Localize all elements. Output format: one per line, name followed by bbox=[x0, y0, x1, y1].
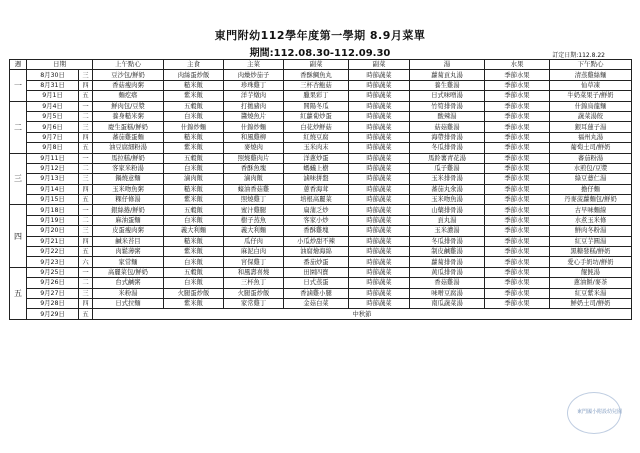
week-label: 四 bbox=[10, 205, 27, 267]
column-header-fruit: 水果 bbox=[485, 60, 550, 70]
weekday-cell: 一 bbox=[79, 101, 93, 111]
main-dish-cell: 樹子蒸魚 bbox=[224, 215, 284, 225]
fruit-cell: 季節水果 bbox=[485, 91, 550, 101]
fruit-cell: 季節水果 bbox=[485, 174, 550, 184]
side-dish-1-cell: 臘果彩丁 bbox=[284, 91, 349, 101]
date-cell: 9月14日 bbox=[27, 184, 79, 194]
afternoon-snack-cell: 古早味麵線 bbox=[550, 205, 632, 215]
afternoon-snack-cell: 丹麥菠蘿麵包/鮮奶 bbox=[550, 195, 632, 205]
fruit-cell: 季節水果 bbox=[485, 215, 550, 225]
morning-snack-cell: 豆沙包/鮮奶 bbox=[93, 70, 164, 80]
staple-cell: 白米飯 bbox=[164, 215, 224, 225]
side-dish-2-cell: 時節蔬菜 bbox=[349, 184, 410, 194]
weekday-cell: 二 bbox=[79, 215, 93, 225]
main-dish-cell: 什錦炒麵 bbox=[224, 122, 284, 132]
side-dish-1-cell: 螞蟻上樹 bbox=[284, 163, 349, 173]
date-cell: 9月25日 bbox=[27, 267, 79, 277]
menu-body bbox=[10, 70, 632, 319]
date-cell: 8月31日 bbox=[27, 80, 79, 90]
weekday-cell: 四 bbox=[79, 184, 93, 194]
fruit-cell: 季節水果 bbox=[485, 101, 550, 111]
side-dish-1-cell: 玉米肉末 bbox=[284, 143, 349, 153]
soup-cell: 竹筍排骨湯 bbox=[410, 101, 485, 111]
week-label: 三 bbox=[10, 153, 27, 205]
afternoon-snack-cell: 鮮奶土司/鮮奶 bbox=[550, 298, 632, 308]
header-row bbox=[10, 60, 632, 70]
date-cell: 9月27日 bbox=[27, 288, 79, 298]
menu-row bbox=[10, 132, 632, 142]
main-dish-cell: 照燒雞肉片 bbox=[224, 153, 284, 163]
date-cell: 9月1日 bbox=[27, 91, 79, 101]
side-dish-2-cell: 時節蔬菜 bbox=[349, 153, 410, 163]
soup-cell: 蘿蔔排骨湯 bbox=[410, 257, 485, 267]
weekday-cell: 四 bbox=[79, 236, 93, 246]
main-dish-cell: 麥燒肉 bbox=[224, 143, 284, 153]
date-cell: 9月7日 bbox=[27, 132, 79, 142]
morning-snack-cell: 養身糙米粥 bbox=[93, 111, 164, 121]
side-dish-1-cell: 紅燒豆腐 bbox=[284, 132, 349, 142]
staple-cell: 白米飯 bbox=[164, 257, 224, 267]
main-dish-cell: 麻泥白肉 bbox=[224, 247, 284, 257]
side-dish-1-cell: 日式蒸蛋 bbox=[284, 278, 349, 288]
morning-snack-cell: 銀絲捲/鮮奶 bbox=[93, 205, 164, 215]
side-dish-2-cell: 時節蔬菜 bbox=[349, 122, 410, 132]
side-dish-1-cell: 油腐燴海綿 bbox=[284, 247, 349, 257]
weekday-cell: 三 bbox=[79, 226, 93, 236]
afternoon-snack-cell: 牛奶菜果子/鮮奶 bbox=[550, 91, 632, 101]
weekday-cell: 四 bbox=[79, 132, 93, 142]
menu-row bbox=[10, 184, 632, 194]
fruit-cell: 季節水果 bbox=[485, 70, 550, 80]
menu-row bbox=[10, 91, 632, 101]
fruit-cell: 季節水果 bbox=[485, 226, 550, 236]
staple-cell: 白米飯 bbox=[164, 163, 224, 173]
morning-snack-cell: 台式鹹粥 bbox=[93, 278, 164, 288]
main-dish-cell: 火腿蛋炒飯 bbox=[224, 288, 284, 298]
main-dish-cell: 瓜仔肉 bbox=[224, 236, 284, 246]
staple-cell: 紫米飯 bbox=[164, 247, 224, 257]
side-dish-1-cell: 開陽冬瓜 bbox=[284, 101, 349, 111]
weekday-cell: 二 bbox=[79, 163, 93, 173]
side-dish-2-cell: 時節蔬菜 bbox=[349, 288, 410, 298]
staple-cell: 五穀飯 bbox=[164, 267, 224, 277]
weekday-cell: 二 bbox=[79, 111, 93, 121]
main-dish-cell: 洋芋燉肉 bbox=[224, 91, 284, 101]
staple-cell: 五穀飯 bbox=[164, 101, 224, 111]
fruit-cell: 季節水果 bbox=[485, 132, 550, 142]
weekday-cell: 一 bbox=[79, 267, 93, 277]
morning-snack-cell: 麻油蛋麵 bbox=[93, 215, 164, 225]
side-dish-1-cell: 香滷雞小腿 bbox=[284, 288, 349, 298]
side-dish-2-cell: 時節蔬菜 bbox=[349, 80, 410, 90]
side-dish-1-cell: 白花炒鮮菇 bbox=[284, 122, 349, 132]
side-dish-2-cell: 時節蔬菜 bbox=[349, 195, 410, 205]
side-dish-1-cell: 培根高麗菜 bbox=[284, 195, 349, 205]
main-dish-cell: 珍珠雞丁 bbox=[224, 80, 284, 90]
side-dish-2-cell: 時節蔬菜 bbox=[349, 215, 410, 225]
main-dish-cell: 和風雞柳 bbox=[224, 132, 284, 142]
morning-snack-cell: 鹹米苔目 bbox=[93, 236, 164, 246]
afternoon-snack-cell: 蔬菜湯餃 bbox=[550, 111, 632, 121]
soup-cell: 海帶排骨湯 bbox=[410, 132, 485, 142]
menu-row bbox=[10, 257, 632, 267]
afternoon-snack-cell: 蕃茄粉湯 bbox=[550, 153, 632, 163]
date-cell: 9月26日 bbox=[27, 278, 79, 288]
side-dish-2-cell: 時節蔬菜 bbox=[349, 111, 410, 121]
afternoon-snack-cell: 愛心手奶坊/鮮奶 bbox=[550, 257, 632, 267]
morning-snack-cell: 家常麵 bbox=[93, 257, 164, 267]
menu-row bbox=[10, 111, 632, 121]
date-cell: 9月20日 bbox=[27, 226, 79, 236]
staple-cell: 五穀飯 bbox=[164, 153, 224, 163]
staple-cell: 肉絲蛋炒飯 bbox=[164, 70, 224, 80]
side-dish-2-cell: 時節蔬菜 bbox=[349, 101, 410, 111]
staple-cell: 紫米飯 bbox=[164, 91, 224, 101]
afternoon-snack-cell: 水煮玉米條 bbox=[550, 215, 632, 225]
fruit-cell: 季節水果 bbox=[485, 298, 550, 308]
fruit-cell: 季節水果 bbox=[485, 195, 550, 205]
weekday-cell: 五 bbox=[79, 247, 93, 257]
side-dish-2-cell: 時節蔬菜 bbox=[349, 163, 410, 173]
fruit-cell: 季節水果 bbox=[485, 153, 550, 163]
date-cell: 9月4日 bbox=[27, 101, 79, 111]
main-dish-cell: 蜜汁雞腿 bbox=[224, 205, 284, 215]
soup-cell: 瓜子雞湯 bbox=[410, 163, 485, 173]
staple-cell: 白米飯 bbox=[164, 111, 224, 121]
side-dish-1-cell: 金菇白菜 bbox=[284, 298, 349, 308]
main-dish-cell: 蠔油香菇雞 bbox=[224, 184, 284, 194]
main-dish-cell: 肉燥炒茄子 bbox=[224, 70, 284, 80]
revision-date: 訂定日期:112.8.22 bbox=[552, 52, 605, 59]
fruit-cell: 季節水果 bbox=[485, 236, 550, 246]
weekday-cell: 五 bbox=[79, 195, 93, 205]
morning-snack-cell: 粿仔條湯 bbox=[93, 195, 164, 205]
soup-cell: 菇菇雞湯 bbox=[410, 122, 485, 132]
menu-row bbox=[10, 101, 632, 111]
column-header-afternoon-snack: 下午點心 bbox=[550, 60, 632, 70]
soup-cell: 玉米吻魚湯 bbox=[410, 195, 485, 205]
column-header-soup: 湯 bbox=[410, 60, 485, 70]
date-cell: 9月18日 bbox=[27, 205, 79, 215]
fruit-cell: 季節水果 bbox=[485, 184, 550, 194]
fruit-cell: 季節水果 bbox=[485, 288, 550, 298]
date-cell: 9月13日 bbox=[27, 174, 79, 184]
staple-cell: 糙米飯 bbox=[164, 184, 224, 194]
afternoon-snack-cell: 什錦烏龍麵 bbox=[550, 101, 632, 111]
staple-cell: 白米飯 bbox=[164, 278, 224, 288]
staple-cell: 紫米飯 bbox=[164, 298, 224, 308]
morning-snack-cell: 油豆腐細粉湯 bbox=[93, 143, 164, 153]
staple-cell: 糙米飯 bbox=[164, 132, 224, 142]
date-cell: 9月5日 bbox=[27, 111, 79, 121]
weekday-cell: 三 bbox=[79, 122, 93, 132]
main-dish-cell: 義大利麵 bbox=[224, 226, 284, 236]
date-cell: 8月30日 bbox=[27, 70, 79, 80]
menu-row bbox=[10, 163, 632, 173]
column-header-date: 日期 bbox=[27, 60, 93, 70]
menu-row bbox=[10, 215, 632, 225]
morning-snack-cell: 米粉湯 bbox=[93, 288, 164, 298]
date-cell: 9月8日 bbox=[27, 143, 79, 153]
page-title: 東門附幼112學年度第一學期 8.9月菜單 bbox=[214, 29, 426, 42]
main-dish-cell: 宮保雞丁 bbox=[224, 257, 284, 267]
side-dish-1-cell: 小瓜炒甜不辣 bbox=[284, 236, 349, 246]
menu-row bbox=[10, 247, 632, 257]
column-header-side-dish-2: 副菜 bbox=[349, 60, 410, 70]
morning-snack-cell: 客家米粉湯 bbox=[93, 163, 164, 173]
weekday-cell: 四 bbox=[79, 80, 93, 90]
fruit-cell: 季節水果 bbox=[485, 122, 550, 132]
weekday-cell: 三 bbox=[79, 288, 93, 298]
column-header-morning-snack: 上午點心 bbox=[93, 60, 164, 70]
morning-snack-cell: 肉鬆薄粥 bbox=[93, 247, 164, 257]
main-dish-cell: 和風壽喜燒 bbox=[224, 267, 284, 277]
menu-row bbox=[10, 143, 632, 153]
soup-cell: 香菇雞湯 bbox=[410, 278, 485, 288]
date-cell: 9月23日 bbox=[27, 257, 79, 267]
afternoon-snack-cell: 紅豆紫米湯 bbox=[550, 288, 632, 298]
menu-row bbox=[10, 278, 632, 288]
side-dish-1-cell: 紅蘿蔔炒蛋 bbox=[284, 111, 349, 121]
side-dish-1-cell: 三杯杏鮑菇 bbox=[284, 80, 349, 90]
morning-snack-cell: 麵疙瘩 bbox=[93, 91, 164, 101]
menu-row bbox=[10, 70, 632, 80]
morning-snack-cell: 鍋燒意麵 bbox=[93, 174, 164, 184]
staple-cell: 糙米飯 bbox=[164, 80, 224, 90]
soup-cell: 日式味噌湯 bbox=[410, 91, 485, 101]
soup-cell: 玉米濃湯 bbox=[410, 226, 485, 236]
menu-row bbox=[10, 226, 632, 236]
menu-table bbox=[9, 59, 632, 320]
soup-cell: 蕃茄丸氽湯 bbox=[410, 184, 485, 194]
afternoon-snack-cell: 餛飩湯 bbox=[550, 267, 632, 277]
fruit-cell: 季節水果 bbox=[485, 257, 550, 267]
weekday-cell: 四 bbox=[79, 298, 93, 308]
main-dish-cell: 打拋豬肉 bbox=[224, 101, 284, 111]
afternoon-snack-cell: 鮮肉冬粉湯 bbox=[550, 226, 632, 236]
main-dish-cell: 照燒雞丁 bbox=[224, 195, 284, 205]
holiday-cell: 中秋節 bbox=[93, 309, 632, 319]
main-dish-cell: 醬燒魚片 bbox=[224, 111, 284, 121]
morning-snack-cell: 馬拉糕/鮮奶 bbox=[93, 153, 164, 163]
date-cell: 9月29日 bbox=[27, 309, 79, 319]
date-cell: 9月21日 bbox=[27, 236, 79, 246]
staple-cell: 紫米飯 bbox=[164, 143, 224, 153]
soup-cell: 南瓜蔬菜湯 bbox=[410, 298, 485, 308]
menu-period: 期間:112.08.30-112.09.30 bbox=[249, 48, 391, 59]
date-cell: 9月28日 bbox=[27, 298, 79, 308]
fruit-cell: 季節水果 bbox=[485, 80, 550, 90]
side-dish-2-cell: 時節蔬菜 bbox=[349, 70, 410, 80]
side-dish-1-cell: 田園四寶 bbox=[284, 267, 349, 277]
afternoon-snack-cell: 蔥油餅/麥茶 bbox=[550, 278, 632, 288]
menu-row bbox=[10, 122, 632, 132]
side-dish-1-cell: 蔥香海茸 bbox=[284, 184, 349, 194]
soup-cell: 玉米排骨湯 bbox=[410, 174, 485, 184]
soup-cell: 味噌豆腐湯 bbox=[410, 288, 485, 298]
main-dish-cell: 家常雞丁 bbox=[224, 298, 284, 308]
fruit-cell: 季節水果 bbox=[485, 111, 550, 121]
week-label: 五 bbox=[10, 267, 27, 319]
afternoon-snack-cell: 福州丸湯 bbox=[550, 132, 632, 142]
weekday-cell: 五 bbox=[79, 91, 93, 101]
fruit-cell: 季節水果 bbox=[485, 163, 550, 173]
soup-cell: 蘿蔔貢丸湯 bbox=[410, 70, 485, 80]
weekday-cell: 一 bbox=[79, 153, 93, 163]
morning-snack-cell: 慶生蛋糕/鮮奶 bbox=[93, 122, 164, 132]
morning-snack-cell: 日式拉麵 bbox=[93, 298, 164, 308]
weekday-cell: 五 bbox=[79, 143, 93, 153]
side-dish-2-cell: 時節蔬菜 bbox=[349, 174, 410, 184]
menu-row bbox=[10, 80, 632, 90]
date-cell: 9月6日 bbox=[27, 122, 79, 132]
side-dish-2-cell: 時節蔬菜 bbox=[349, 91, 410, 101]
staple-cell: 什錦炒麵 bbox=[164, 122, 224, 132]
afternoon-snack-cell: 銀耳蓮子湯 bbox=[550, 122, 632, 132]
soup-cell: 山藥排骨湯 bbox=[410, 205, 485, 215]
afternoon-snack-cell: 仙草凍 bbox=[550, 80, 632, 90]
week-label: 一 bbox=[10, 70, 27, 101]
main-dish-cell: 滷肉飯 bbox=[224, 174, 284, 184]
column-header-staple: 主食 bbox=[164, 60, 224, 70]
menu-row bbox=[10, 288, 632, 298]
weekday-cell: 一 bbox=[79, 205, 93, 215]
menu-row bbox=[10, 153, 632, 163]
date-cell: 9月11日 bbox=[27, 153, 79, 163]
afternoon-snack-cell: 紅豆芋圓湯 bbox=[550, 236, 632, 246]
soup-cell: 冬瓜排骨湯 bbox=[410, 236, 485, 246]
fruit-cell: 季節水果 bbox=[485, 247, 550, 257]
seal-text: 東門國小附設幼兒園 bbox=[577, 409, 623, 415]
side-dish-1-cell: 番茄炒蛋 bbox=[284, 257, 349, 267]
fruit-cell: 季節水果 bbox=[485, 267, 550, 277]
soup-cell: 馬鈴薯青花湯 bbox=[410, 153, 485, 163]
weekday-cell: 三 bbox=[79, 174, 93, 184]
side-dish-1-cell: 客家小炒 bbox=[284, 215, 349, 225]
afternoon-snack-cell: 水煎包/豆漿 bbox=[550, 163, 632, 173]
staple-cell: 紫米飯 bbox=[164, 195, 224, 205]
afternoon-snack-cell: 綠豆薏仁湯 bbox=[550, 174, 632, 184]
side-dish-2-cell: 時節蔬菜 bbox=[349, 205, 410, 215]
side-dish-2-cell: 時節蔬菜 bbox=[349, 143, 410, 153]
side-dish-1-cell: 扁蒲乏炒 bbox=[284, 205, 349, 215]
date-cell: 9月22日 bbox=[27, 247, 79, 257]
morning-snack-cell: 高麗菜包/鮮奶 bbox=[93, 267, 164, 277]
soup-cell: 制皮鹹雞湯 bbox=[410, 247, 485, 257]
side-dish-1-cell: 香酥鯛魚丸 bbox=[284, 70, 349, 80]
afternoon-snack-cell: 黑糖發糕/鮮奶 bbox=[550, 247, 632, 257]
staple-cell: 糙米飯 bbox=[164, 236, 224, 246]
soup-cell: 冬瓜排骨湯 bbox=[410, 143, 485, 153]
side-dish-2-cell: 時節蔬菜 bbox=[349, 257, 410, 267]
side-dish-2-cell: 時節蔬菜 bbox=[349, 226, 410, 236]
fruit-cell: 季節水果 bbox=[485, 143, 550, 153]
staple-cell: 五穀飯 bbox=[164, 205, 224, 215]
side-dish-2-cell: 時節蔬菜 bbox=[349, 236, 410, 246]
date-cell: 9月15日 bbox=[27, 195, 79, 205]
soup-cell: 貢丸湯 bbox=[410, 215, 485, 225]
staple-cell: 義大利麵 bbox=[164, 226, 224, 236]
fruit-cell: 季節水果 bbox=[485, 205, 550, 215]
weekday-cell: 三 bbox=[79, 70, 93, 80]
afternoon-snack-cell: 葡萄土司/鮮奶 bbox=[550, 143, 632, 153]
morning-snack-cell: 玉米吻魚粥 bbox=[93, 184, 164, 194]
menu-row bbox=[10, 195, 632, 205]
side-dish-1-cell: 滷味拼盤 bbox=[284, 174, 349, 184]
soup-cell: 黃瓜排骨湯 bbox=[410, 267, 485, 277]
menu-row bbox=[10, 267, 632, 277]
staple-cell: 火腿蛋炒飯 bbox=[164, 288, 224, 298]
side-dish-1-cell: 洋蔥炒蛋 bbox=[284, 153, 349, 163]
side-dish-2-cell: 時節蔬菜 bbox=[349, 132, 410, 142]
morning-snack-cell: 鮮肉包/豆漿 bbox=[93, 101, 164, 111]
side-dish-2-cell: 時節蔬菜 bbox=[349, 298, 410, 308]
menu-row bbox=[10, 205, 632, 215]
column-header-week: 週 bbox=[10, 60, 27, 70]
morning-snack-cell: 蕃茄雞蛋麵 bbox=[93, 132, 164, 142]
main-dish-cell: 三杯魚丁 bbox=[224, 278, 284, 288]
column-header-main-dish: 主菜 bbox=[224, 60, 284, 70]
week-label: 二 bbox=[10, 101, 27, 153]
soup-cell: 酸辣湯 bbox=[410, 111, 485, 121]
soup-cell: 養生雞湯 bbox=[410, 80, 485, 90]
weekday-cell: 二 bbox=[79, 278, 93, 288]
morning-snack-cell: 香菇瘦肉粥 bbox=[93, 80, 164, 90]
side-dish-1-cell: 香酥雞塊 bbox=[284, 226, 349, 236]
afternoon-snack-cell: 擔仔麵 bbox=[550, 184, 632, 194]
main-dish-cell: 香酥魚塊 bbox=[224, 163, 284, 173]
menu-row bbox=[10, 298, 632, 308]
menu-row bbox=[10, 174, 632, 184]
column-header-side-dish-1: 副菜 bbox=[284, 60, 349, 70]
side-dish-2-cell: 時節蔬菜 bbox=[349, 278, 410, 288]
afternoon-snack-cell: 清蒸雞絲麵 bbox=[550, 70, 632, 80]
fruit-cell: 季節水果 bbox=[485, 278, 550, 288]
side-dish-2-cell: 時節蔬菜 bbox=[349, 267, 410, 277]
side-dish-2-cell: 時節蔬菜 bbox=[349, 247, 410, 257]
weekday-cell: 五 bbox=[79, 309, 93, 319]
date-cell: 9月19日 bbox=[27, 215, 79, 225]
weekday-cell: 六 bbox=[79, 257, 93, 267]
menu-row bbox=[10, 236, 632, 246]
morning-snack-cell: 皮蛋瘦肉粥 bbox=[93, 226, 164, 236]
date-cell: 9月12日 bbox=[27, 163, 79, 173]
staple-cell: 滷肉飯 bbox=[164, 174, 224, 184]
menu-row bbox=[10, 309, 632, 319]
